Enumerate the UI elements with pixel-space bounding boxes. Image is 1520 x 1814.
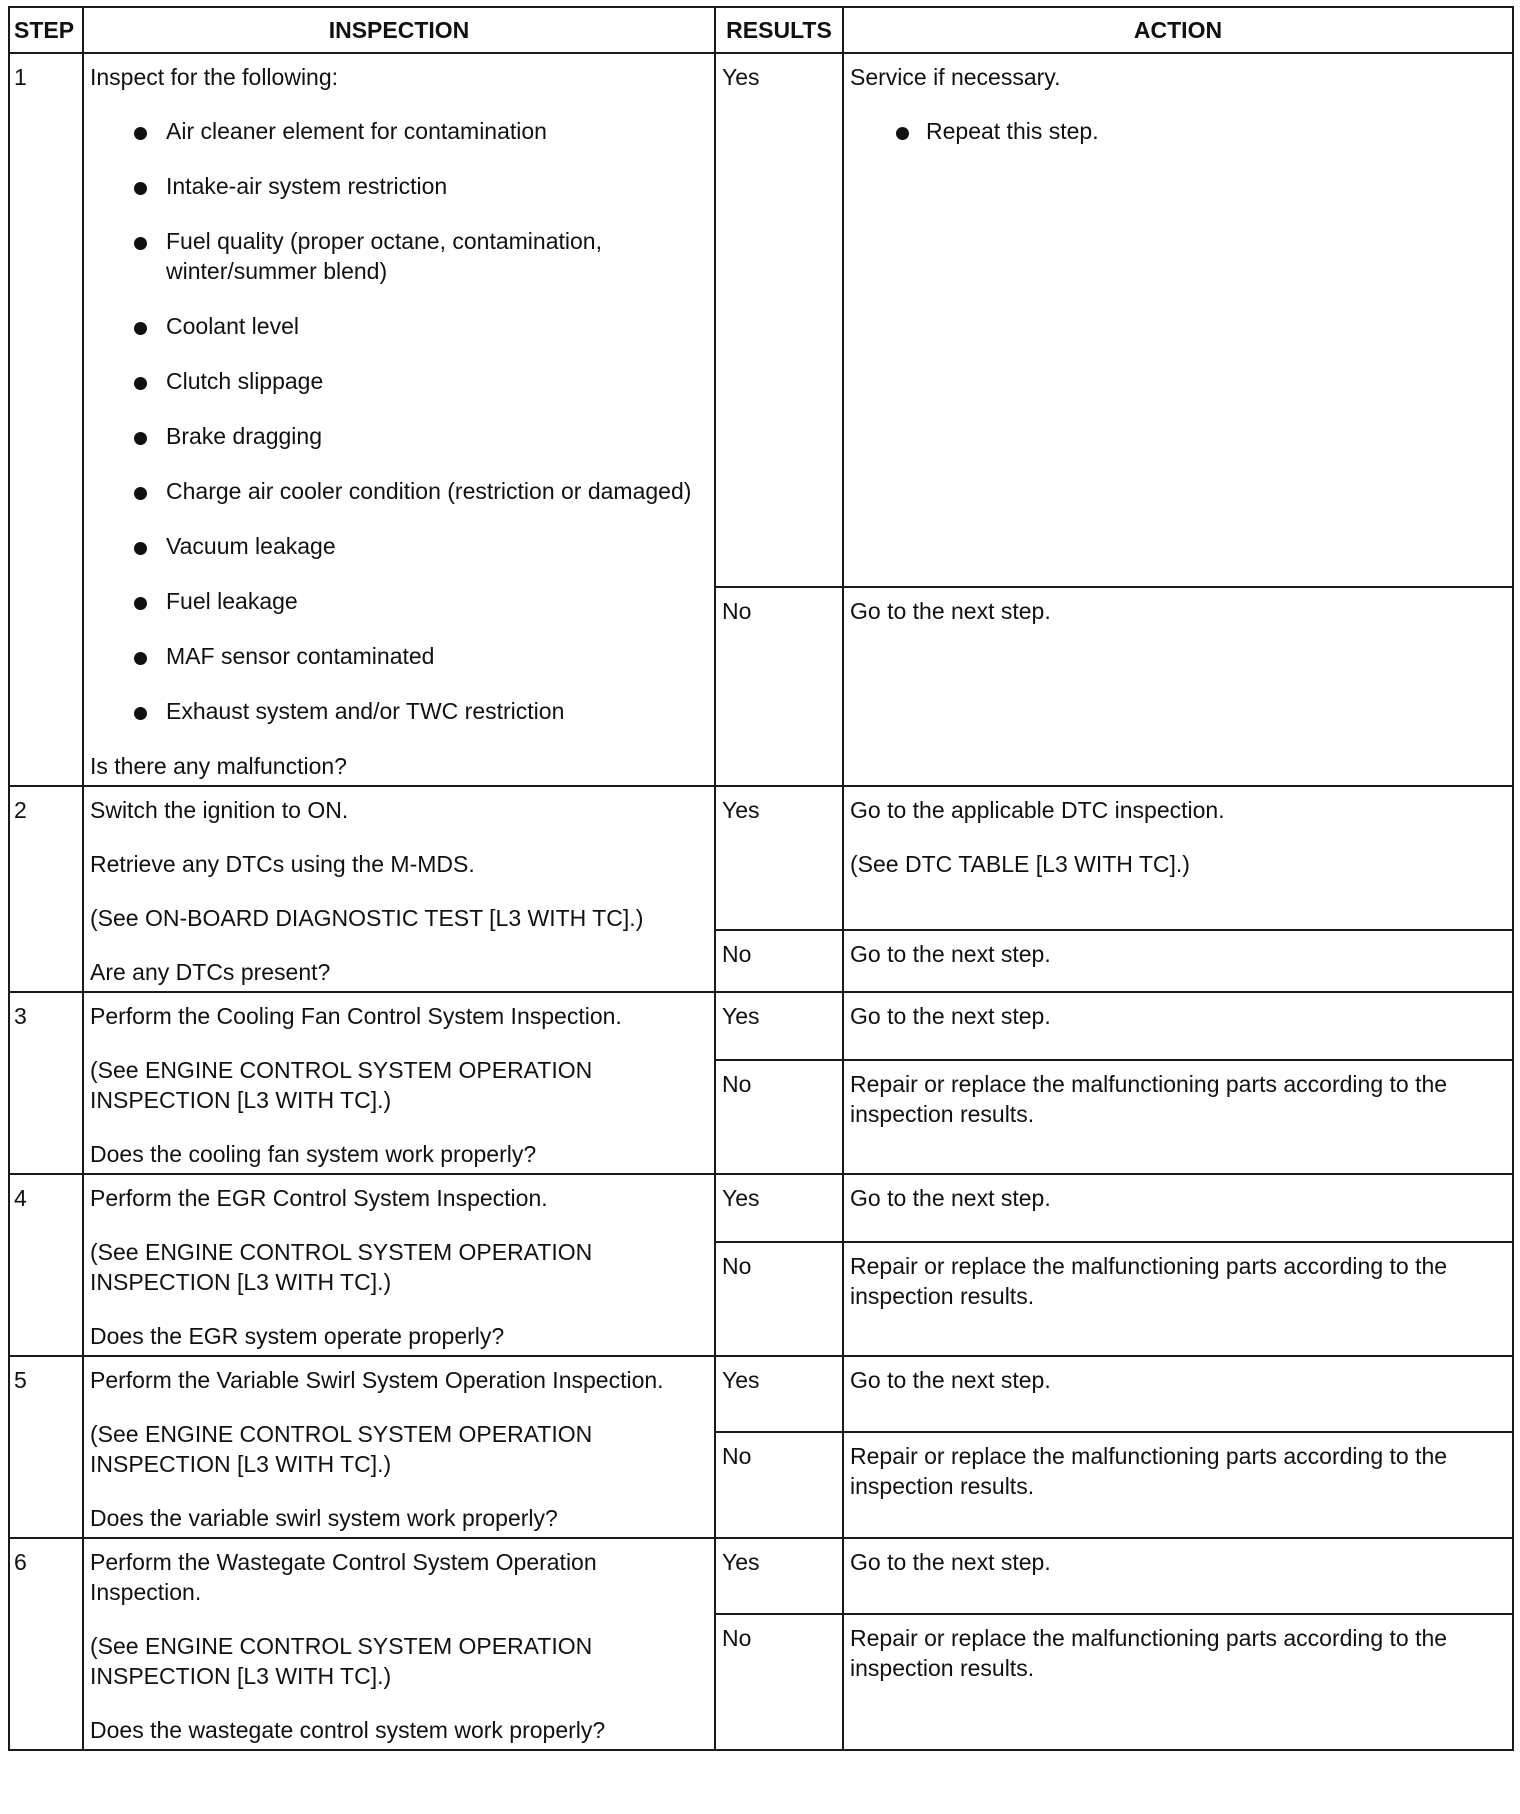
step-6-question: Does the wastegate control system work properly? [90,1717,606,1743]
step-5-result-no: No [715,1432,843,1538]
step-1-yes-row [9,53,1513,587]
step-1-inspection [83,53,715,786]
step-6-inspection [83,1538,715,1750]
diagnostic-procedure [8,6,1514,1751]
step-1-item: Fuel leakage [90,586,708,616]
step-1-action-item: Repeat this step. [850,116,1506,146]
step-1-item: MAF sensor contaminated [90,641,708,671]
step-6-line: Perform the Wastegate Control System Operation Inspection. [90,1549,597,1605]
step-4-number: 4 [9,1174,83,1356]
step-2-line: Retrieve any DTCs using the M-MDS. [90,851,475,877]
step-5-action-no: Repair or replace the malfunctioning parts according to the inspection results. [843,1432,1513,1538]
step-4-result-no: No [715,1242,843,1356]
step-4-reference: (See ENGINE CONTROL SYSTEM OPERATION INSPECTION [L3 WITH TC].) [90,1239,593,1295]
step-5-result-yes: Yes [715,1356,843,1432]
step-1-question: Is there any malfunction? [90,753,347,779]
step-3-result-no: No [715,1060,843,1174]
step-2-action-yes-reference: (See DTC TABLE [L3 WITH TC].) [850,851,1190,877]
step-2-action-yes-text: Go to the applicable DTC inspection. [850,797,1225,823]
step-1-item: Exhaust system and/or TWC restriction [90,696,708,726]
step-1-result-no: No [715,587,843,786]
step-3-inspection [83,992,715,1174]
step-3-action-no: Repair or replace the malfunctioning parts according to the inspection results. [843,1060,1513,1174]
step-1-item: Charge air cooler condition (restriction or damaged) [90,476,708,506]
step-2-reference: (See ON-BOARD DIAGNOSTIC TEST [L3 WITH TC].) [90,905,644,931]
step-3-action-yes: Go to the next step. [843,992,1513,1060]
step-1-item: Coolant level [90,311,708,341]
step-2-question: Are any DTCs present? [90,959,331,985]
step-1-item: Clutch slippage [90,366,708,396]
header-row [9,7,1513,53]
step-1-item: Air cleaner element for contamination [90,116,708,146]
step-4-result-yes: Yes [715,1174,843,1242]
step-4-yes-row [9,1174,1513,1242]
step-2-result-yes: Yes [715,786,843,930]
step-2-line: Switch the ignition to ON. [90,797,349,823]
step-4-inspection [83,1174,715,1356]
step-1-checklist [90,116,708,726]
step-6-action-no: Repair or replace the malfunctioning parts according to the inspection results. [843,1614,1513,1750]
step-6-result-yes: Yes [715,1538,843,1614]
step-4-action-no: Repair or replace the malfunctioning parts according to the inspection results. [843,1242,1513,1356]
header-step: STEP [9,7,83,53]
step-3-question: Does the cooling fan system work properly? [90,1141,537,1167]
step-5-line: Perform the Variable Swirl System Operation Inspection. [90,1367,664,1393]
step-1-item: Fuel quality (proper octane, contamination, winter/summer blend) [90,226,708,286]
step-5-action-yes: Go to the next step. [843,1356,1513,1432]
step-5-number: 5 [9,1356,83,1538]
step-4-line: Perform the EGR Control System Inspection. [90,1185,548,1211]
step-1-action-yes [843,53,1513,587]
step-1-item: Brake dragging [90,421,708,451]
step-2-yes-row [9,786,1513,930]
step-5-inspection [83,1356,715,1538]
step-2-action-yes [843,786,1513,930]
step-6-yes-row [9,1538,1513,1614]
step-3-line: Perform the Cooling Fan Control System Inspection. [90,1003,622,1029]
step-1-item: Vacuum leakage [90,531,708,561]
step-3-number: 3 [9,992,83,1174]
step-6-number: 6 [9,1538,83,1750]
step-1-intro: Inspect for the following: [90,64,339,90]
header-action: ACTION [843,7,1513,53]
step-2-result-no: No [715,930,843,992]
step-1-action-yes-text: Service if necessary. [850,64,1061,90]
step-3-result-yes: Yes [715,992,843,1060]
step-5-reference: (See ENGINE CONTROL SYSTEM OPERATION INSPECTION [L3 WITH TC].) [90,1421,593,1477]
step-3-reference: (See ENGINE CONTROL SYSTEM OPERATION INSPECTION [L3 WITH TC].) [90,1057,593,1113]
step-4-action-yes: Go to the next step. [843,1174,1513,1242]
step-5-question: Does the variable swirl system work properly? [90,1505,558,1531]
step-2-inspection [83,786,715,992]
header-inspection: INSPECTION [83,7,715,53]
header-results: RESULTS [715,7,843,53]
step-5-yes-row [9,1356,1513,1432]
diagnostic-table [8,6,1514,1751]
step-1-number: 1 [9,53,83,786]
step-1-item: Intake-air system restriction [90,171,708,201]
step-6-action-yes: Go to the next step. [843,1538,1513,1614]
step-1-action-no: Go to the next step. [843,587,1513,786]
step-1-result-yes: Yes [715,53,843,587]
step-4-question: Does the EGR system operate properly? [90,1323,505,1349]
step-1-action-list [850,116,1506,146]
step-2-action-no: Go to the next step. [843,930,1513,992]
step-6-reference: (See ENGINE CONTROL SYSTEM OPERATION INSPECTION [L3 WITH TC].) [90,1633,593,1689]
step-3-yes-row [9,992,1513,1060]
step-6-result-no: No [715,1614,843,1750]
step-2-number: 2 [9,786,83,992]
